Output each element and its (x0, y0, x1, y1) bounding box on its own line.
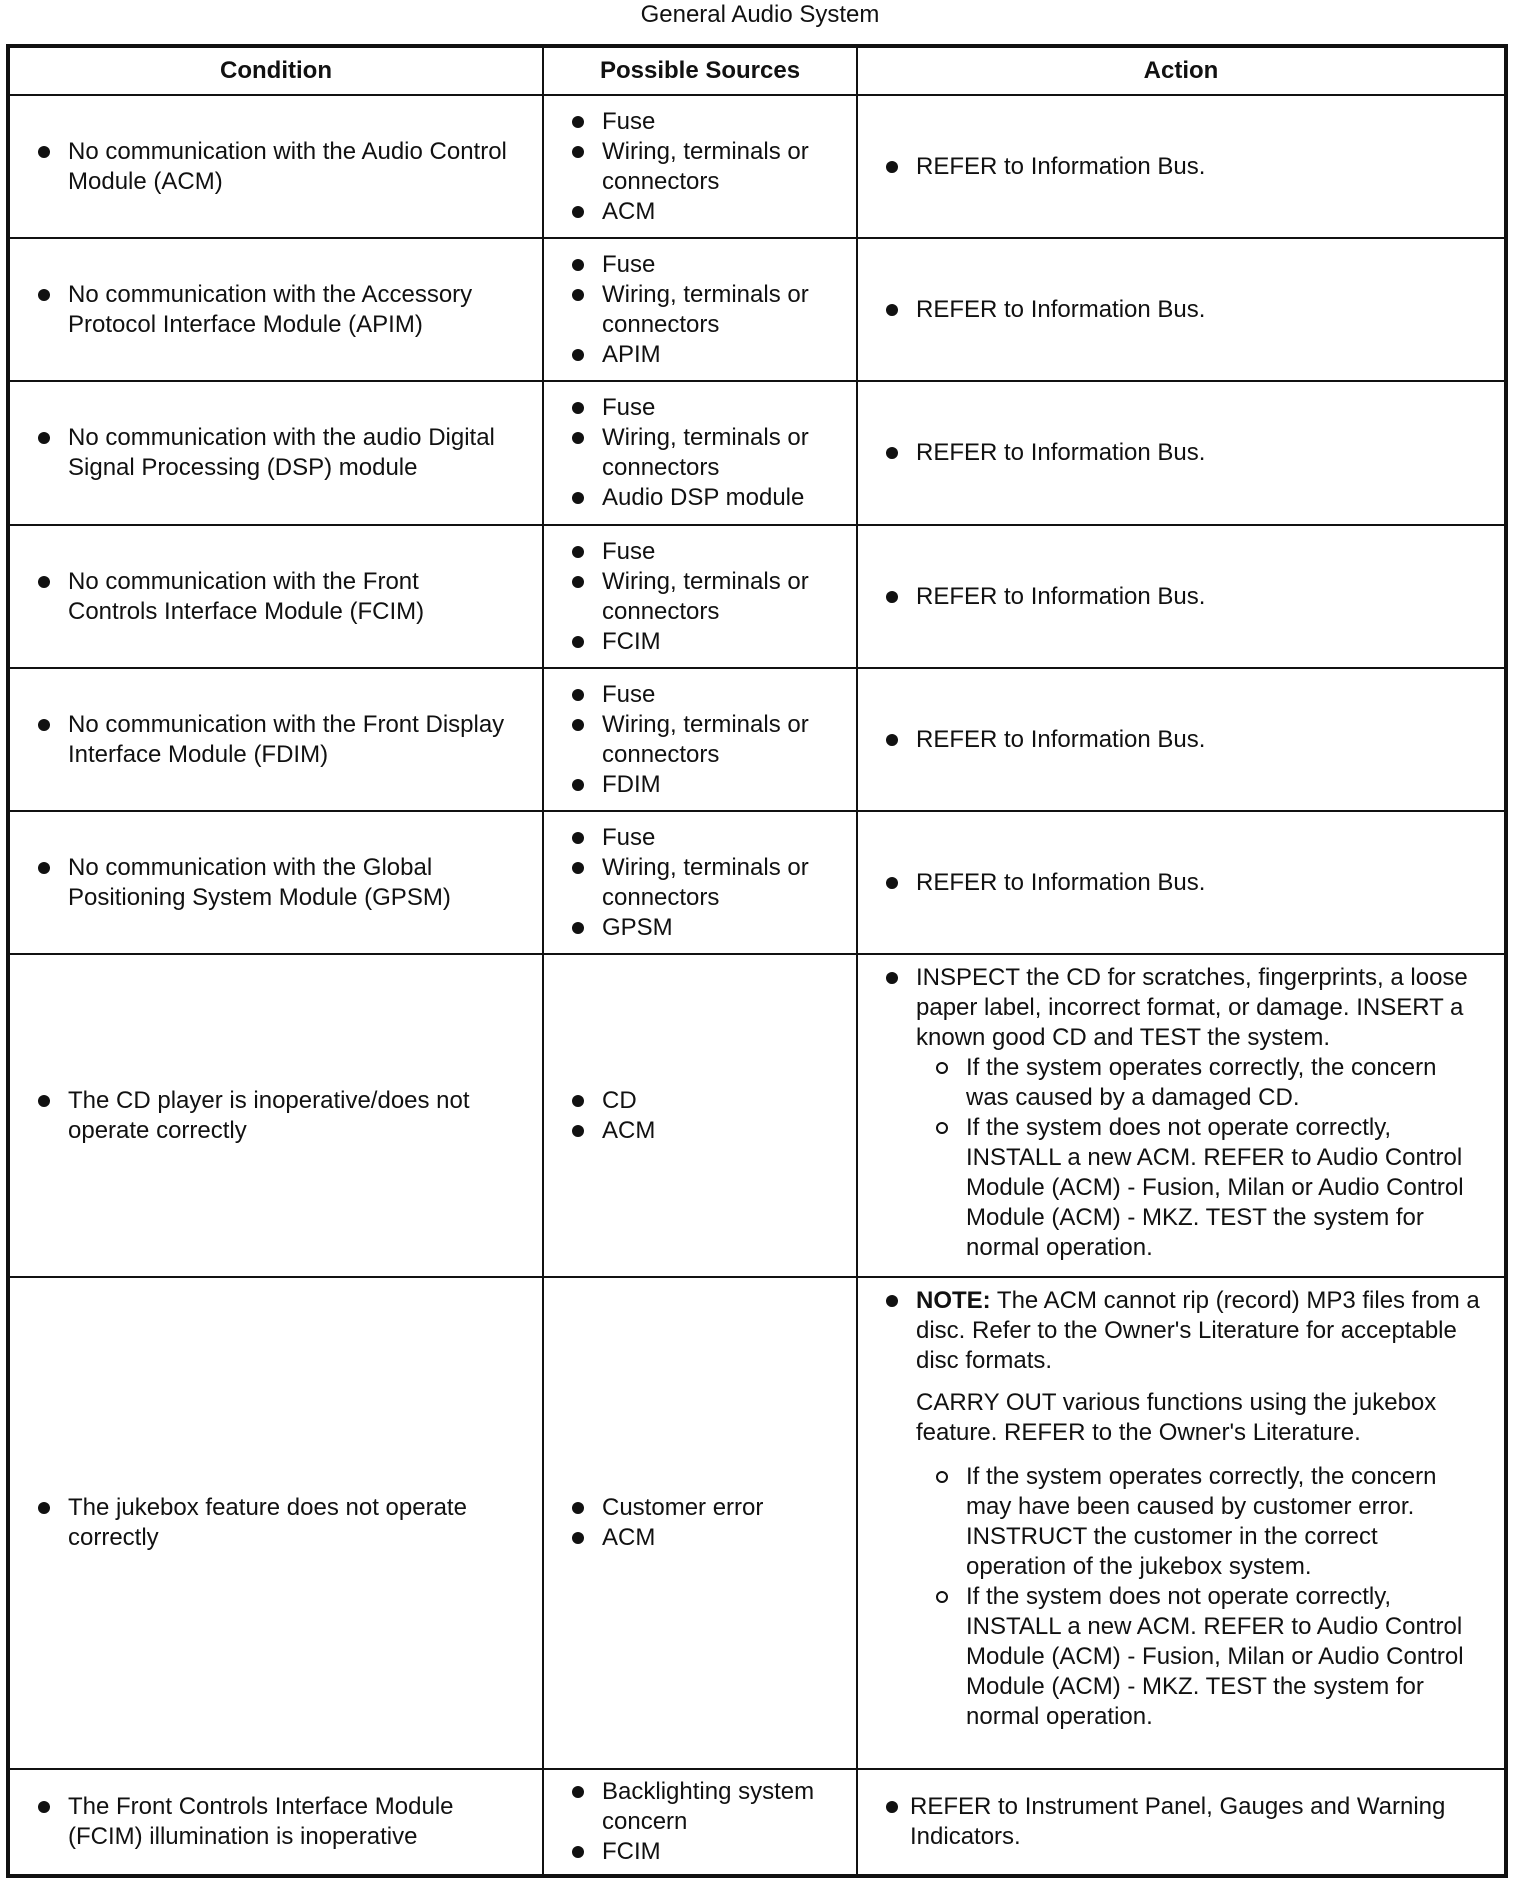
source-item: Wiring, terminals or connectors (544, 280, 856, 340)
source-item: Fuse (544, 107, 856, 137)
source-item: Wiring, terminals or connectors (544, 567, 856, 627)
action-subitem: If the system does not operate correctly, INSTALL a new ACM. REFER to Audio Control Module (ACM) - Fusion, Milan or Audio Control Module (ACM) - MKZ. TEST the system for normal operation. (858, 1582, 1504, 1732)
table-row-condition (10, 1278, 542, 1768)
action-item: REFER to Information Bus. (858, 582, 1504, 612)
source-item: Fuse (544, 250, 856, 280)
action-subitem: If the system operates correctly, the concern may have been caused by customer error. INSTRUCT the customer in the correct operation of the jukebox system. (858, 1462, 1504, 1582)
table-row-action (858, 812, 1504, 953)
source-item: GPSM (544, 913, 856, 943)
table-row-action (858, 669, 1504, 810)
source-item: Wiring, terminals or connectors (544, 423, 856, 483)
action-item: REFER to Information Bus. (858, 438, 1504, 468)
source-item: APIM (544, 340, 856, 370)
table-row-condition (10, 239, 542, 380)
source-item: Backlighting system concern (544, 1777, 856, 1837)
table-row-sources (544, 1278, 856, 1768)
source-item: FCIM (544, 627, 856, 657)
source-item: Fuse (544, 393, 856, 423)
header-action: Action (1143, 57, 1219, 84)
action-subitem: If the system does not operate correctly, INSTALL a new ACM. REFER to Audio Control Module (ACM) - Fusion, Milan or Audio Control Module (ACM) - MKZ. TEST the system for normal operation. (858, 1113, 1504, 1263)
condition-text: The CD player is inoperative/does not operate correctly (10, 1086, 542, 1146)
source-item: Fuse (544, 680, 856, 710)
source-item: FCIM (544, 1837, 856, 1867)
note-label: NOTE: (916, 1287, 991, 1314)
document-title: General Audio System (640, 1, 880, 28)
source-item: CD (544, 1086, 856, 1116)
table-row-action (858, 1286, 1504, 1768)
table-row-sources (544, 955, 856, 1276)
action-paragraph: CARRY OUT various functions using the jukebox feature. REFER to the Owner's Literature. (916, 1389, 1437, 1446)
condition-text: No communication with the audio Digital Signal Processing (DSP) module (10, 423, 542, 483)
table-row-condition (10, 669, 542, 810)
table-row-action (858, 239, 1504, 380)
header-sources: Possible Sources (599, 57, 801, 84)
table-row-action (858, 382, 1504, 523)
table-row-condition (10, 1770, 542, 1874)
table-row-condition (10, 955, 542, 1276)
table-row-sources (544, 96, 856, 237)
table-row-sources (544, 1770, 856, 1874)
table-row-action (858, 963, 1504, 1276)
source-item: Wiring, terminals or connectors (544, 710, 856, 770)
source-item: FDIM (544, 770, 856, 800)
table-row-action (858, 1770, 1504, 1874)
table-row-sources (544, 812, 856, 953)
condition-text: No communication with the Accessory Protocol Interface Module (APIM) (10, 280, 542, 340)
action-item: REFER to Information Bus. (858, 295, 1504, 325)
source-item: ACM (544, 1523, 856, 1553)
table-row-condition (10, 96, 542, 237)
action-item: REFER to Information Bus. (858, 868, 1504, 898)
table-row-action (858, 96, 1504, 237)
table-row-sources (544, 239, 856, 380)
header-condition: Condition (220, 57, 332, 84)
condition-text: No communication with the Global Positioning System Module (GPSM) (10, 853, 542, 913)
condition-text: No communication with the Audio Control Module (ACM) (10, 137, 542, 197)
action-item: REFER to Instrument Panel, Gauges and Warning Indicators. (858, 1792, 1504, 1852)
table-row-sources (544, 669, 856, 810)
table-row-sources (544, 382, 856, 523)
source-item: Wiring, terminals or connectors (544, 853, 856, 913)
action-item: INSPECT the CD for scratches, fingerprints, a loose paper label, incorrect format, or damage. INSERT a known good CD and TEST the system. (858, 963, 1504, 1053)
action-subitem: If the system operates correctly, the concern was caused by a damaged CD. (858, 1053, 1504, 1113)
table-row-condition (10, 812, 542, 953)
table-row-condition (10, 526, 542, 667)
action-item: REFER to Information Bus. (858, 152, 1504, 182)
source-item: Audio DSP module (544, 483, 856, 513)
condition-text: No communication with the Front Controls Interface Module (FCIM) (10, 567, 542, 627)
source-item: Wiring, terminals or connectors (544, 137, 856, 197)
table-row-sources (544, 526, 856, 667)
source-item: Fuse (544, 823, 856, 853)
action-item: REFER to Information Bus. (858, 725, 1504, 755)
source-item: ACM (544, 1116, 856, 1146)
action-note: NOTE: The ACM cannot rip (record) MP3 files from a disc. Refer to the Owner's Literature for acceptable disc formats. (858, 1286, 1504, 1376)
condition-text: The Front Controls Interface Module (FCIM) illumination is inoperative (10, 1792, 542, 1852)
condition-text: The jukebox feature does not operate correctly (10, 1493, 542, 1553)
table-row-action (858, 526, 1504, 667)
table-row-condition (10, 382, 542, 523)
source-item: Customer error (544, 1493, 856, 1523)
source-item: ACM (544, 197, 856, 227)
source-item: Fuse (544, 537, 856, 567)
diagnostic-table (6, 44, 1508, 1878)
condition-text: No communication with the Front Display Interface Module (FDIM) (10, 710, 542, 770)
